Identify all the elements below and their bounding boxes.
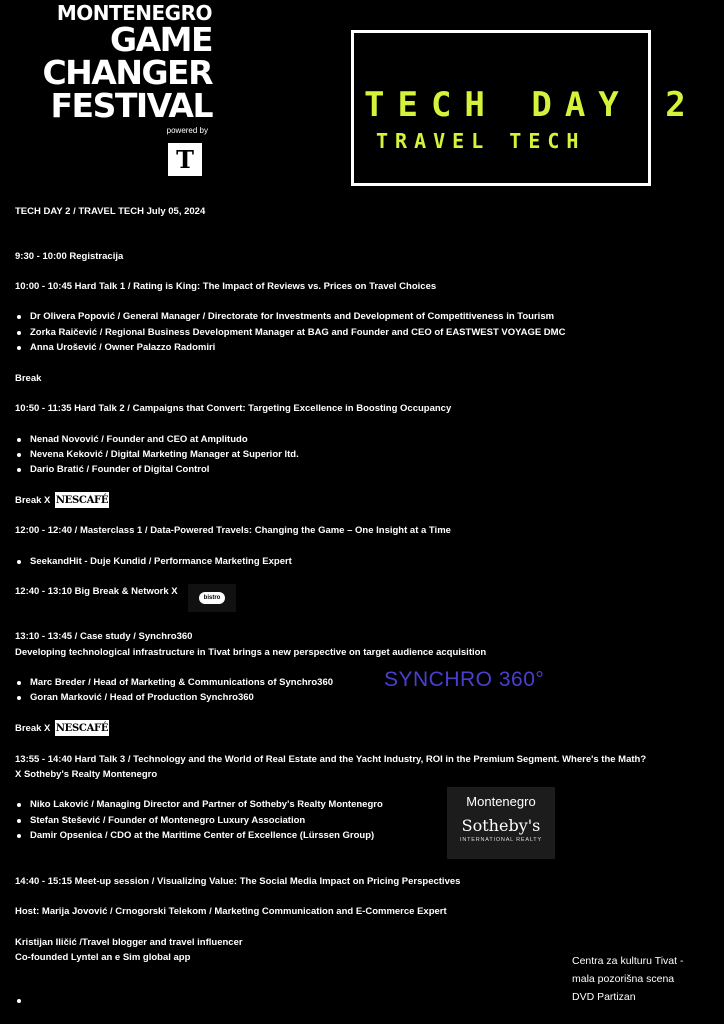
agenda-line: 10:00 - 10:45 Hard Talk 1 / Rating is King: The Impact of Reviews vs. Prices on Travel Choices — [15, 281, 437, 292]
agenda-line: 10:50 - 11:35 Hard Talk 2 / Campaigns that Convert: Targeting Excellence in Boosting Occupancy — [15, 403, 452, 414]
speaker-item: Dario Bratić / Founder of Digital Control — [30, 464, 210, 475]
agenda-line: Co-founded Lyntel an e Sim global app — [15, 952, 191, 963]
agenda-line: Host: Marija Jovović / Crnogorski Telekom / Marketing Communication and E-Commerce Expert — [15, 906, 447, 917]
speaker-item: Goran Marković / Head of Production Synchro360 — [30, 692, 254, 703]
speaker-item: Nenad Novović / Founder and CEO at Amplitudo — [30, 434, 248, 445]
agenda-line: 12:40 - 13:10 Big Break & Network X — [15, 586, 178, 597]
speaker-item: Anna Urošević / Owner Palazzo Radomiri — [30, 342, 216, 353]
agenda-line: Developing technological infrastructure in Tivat brings a new perspective on target audience acquisition — [15, 647, 487, 658]
agenda-line: 9:30 - 10:00 Registracija — [15, 251, 124, 262]
agenda-line: Kristijan Iličić /Travel blogger and travel influencer — [15, 937, 243, 948]
speaker-item: Stefan Stešević / Founder of Montenegro Luxury Association — [30, 815, 306, 826]
nescafe-logo: NESCAFÉ — [55, 492, 109, 508]
bistro-logo — [188, 584, 236, 612]
venue-line: Centra za kulturu Tivat - — [572, 955, 684, 967]
bistro-logo-text: bistro — [199, 592, 226, 604]
agenda-line: Break — [15, 373, 42, 384]
telekom-logo-icon: T — [168, 143, 202, 176]
banner-title: TECH DAY 2 — [364, 85, 699, 125]
agenda-header: TECH DAY 2 / TRAVEL TECH July 05, 2024 — [15, 206, 206, 217]
speaker-item: Nevena Keković / Digital Marketing Manager at Superior ltd. — [30, 449, 299, 460]
synchro360-logo: SYNCHRO 360° — [384, 668, 545, 691]
sothebys-name: Sotheby's — [461, 816, 541, 835]
venue-block — [572, 952, 683, 1006]
logo-line-game: GAME — [109, 20, 212, 59]
agenda-line: 13:55 - 14:40 Hard Talk 3 / Technology and the World of Real Estate and the Yacht Industry, ROI in the Premium Segment. Where's the Math? — [15, 754, 647, 765]
speaker-item: Damir Opsenica / CDO at the Maritime Center of Excellence (Lürssen Group) — [30, 830, 375, 841]
sothebys-logo — [447, 787, 555, 859]
powered-by-label: powered by — [166, 126, 208, 135]
sothebys-tagline: INTERNATIONAL REALTY — [460, 837, 542, 843]
nescafe-logo: NESCAFÉ — [55, 720, 109, 736]
agenda-line: 12:00 - 12:40 / Masterclass 1 / Data-Powered Travels: Changing the Game – One Insight at a Time — [15, 525, 451, 536]
banner-subtitle: TRAVEL TECH — [376, 129, 586, 153]
empty-bullet-icon — [17, 999, 21, 1003]
speaker-item: Marc Breder / Head of Marketing & Communications of Synchro360 — [30, 677, 334, 688]
speaker-item: Dr Olivera Popović / General Manager / Directorate for Investments and Development of Competitiveness in Tourism — [30, 311, 555, 322]
sothebys-region: Montenegro — [466, 794, 536, 809]
agenda-line: 14:40 - 15:15 Meet-up session / Visualizing Value: The Social Media Impact on Pricing Perspectives — [15, 876, 461, 887]
venue-line: DVD Partizan — [572, 991, 636, 1003]
agenda-line: Break X — [15, 723, 51, 734]
agenda-line: Break X — [15, 495, 51, 506]
agenda-line: 13:10 - 13:45 / Case study / Synchro360 — [15, 631, 193, 642]
venue-line: mala pozorišna scena — [572, 973, 675, 985]
speaker-item: SeekandHit - Duje Kundid / Performance Marketing Expert — [30, 556, 292, 567]
festival-logo — [26, 3, 212, 135]
logo-line-montenegro: MONTENEGRO — [56, 1, 212, 25]
speaker-item: Zorka Raičević / Regional Business Development Manager at BAG and Founder and CEO of EASTWEST VOYAGE DMC — [30, 327, 566, 338]
logo-line-festival: FESTIVAL — [50, 86, 212, 125]
logo-line-changer: CHANGER — [42, 53, 212, 92]
agenda-line: X Sotheby's Realty Montenegro — [15, 769, 158, 780]
speaker-item: Niko Laković / Managing Director and Partner of Sotheby's Realty Montenegro — [30, 799, 383, 810]
tech-day-banner — [351, 30, 699, 186]
